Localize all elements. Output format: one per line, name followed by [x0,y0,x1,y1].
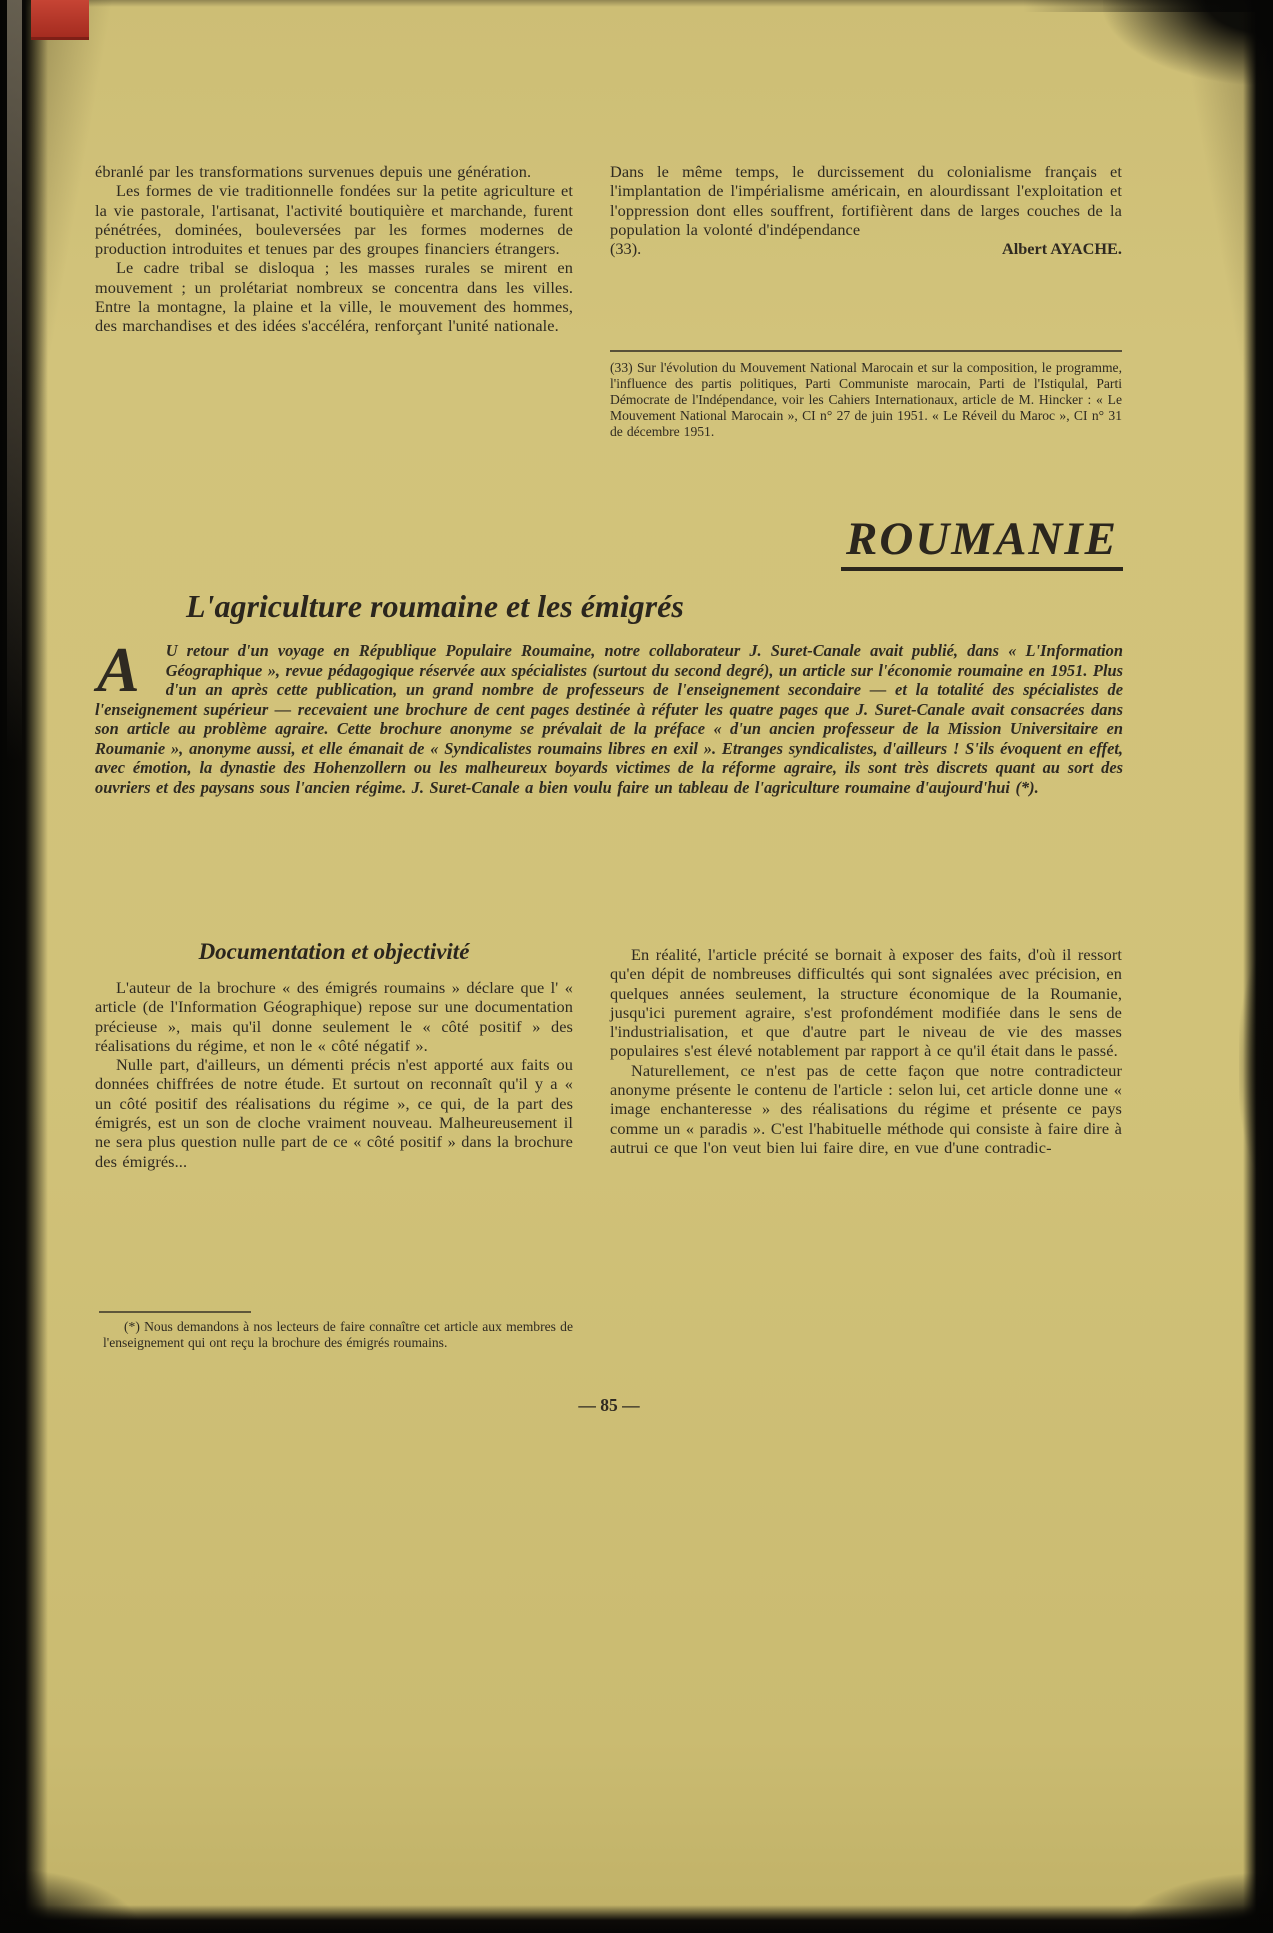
top-right-column [610,162,1122,258]
paragraph: En réalité, l'article précité se bornait à exposer des faits, d'où il ressort qu'en dépit de nombreuses difficultés qui sont signalées avec précision, en quelques années seulement, la structure économique de la Roumanie, jusqu'ici purement agraire, s'est profondément modifiée dans le sens de l'industrialisation, et que d'autre part le niveau de vie des masses populaires s'est élevé notablement par rapport à ce qu'il était dans le passé. [610,945,1122,1061]
signature-line [610,239,1122,258]
page-edge-bottom-shadow [0,1905,1273,1933]
drop-cap: A [97,634,140,705]
paragraph: Le cadre tribal se disloqua ; les masses rurales se mirent en mouvement ; un prolétariat nombreux se concentra dans les villes. Entre la montagne, la plaine et la ville, le mouvement des hommes, des marchandises et des idées s'accéléra, renforçant l'unité nationale. [95,258,573,336]
intro-paragraph [95,634,1123,797]
bottom-left-column [95,978,573,1171]
corner-shadow-bottom-right [1123,1873,1273,1933]
footnote-33-block [610,360,1122,440]
paragraph: Dans le même temps, le durcissement du colonialisme français et l'implantation de l'impérialisme américain, en alourdissant l'exploitation et l'oppression dont elles souffrent, fortifièrent dans de larges couches de la population la volonté d'indépendance [610,162,1122,239]
top-left-column [95,162,573,336]
footnote-separator-rule [610,350,1122,352]
paragraph: ébranlé par les transformations survenues depuis une génération. [95,162,532,181]
red-bookmark-tab [31,0,89,40]
right-edge-blotch [1239,950,1273,1180]
spine-highlight [7,0,22,760]
paragraph: L'auteur de la brochure « des émigrés roumains » déclare que l' « article (de l'Information Géographique) repose sur une documentation précieuse », mais qu'il donne seulement le « côté positif » des réalisations du régime, et non le « côté négatif ». [95,978,573,1055]
footnote-star-block [103,1319,573,1351]
corner-shadow-bottom-left [0,1869,140,1933]
footnote-separator-rule [99,1311,251,1313]
footnote-text: (33) Sur l'évolution du Mouvement National Marocain et sur la composition, le programme, l'influence des partis politiques, Parti Communiste marocain, Parti de l'Istiqulal, Parti Démocrate de l'Indépendance, voir les Cahiers Internationaux, article de M. Hincker : « Le Mouvement National Marocain », CI n° 27 de juin 1951. « Le Réveil du Maroc », CI n° 31 de décembre 1951. [610,360,1122,439]
intro-text: U retour d'un voyage en République Populaire Roumaine, notre collaborateur J. Suret-Canale avait publié, dans « L'Information Géographique », revue pédagogique réservée aux spécialistes (surtout du second degré), un article sur l'économie roumaine en 1951. Plus d'un an après cette publication, un grand nombre de professeurs de l'enseignement secondaire — et la totalité des spécialistes de l'enseignement supérieur — recevaient une brochure de cent pages destinée à réfuter les quatre pages que J. Suret-Canale avait consacrées dans son article au problème agraire. Cette brochure anonyme se prévalait de la préface « d'un ancien professeur de la Mission Universitaire en Roumanie », anonyme aussi, et elle émanait de « Syndicalistes roumains libres en exil ». Etranges syndicalistes, d'ailleurs ! S'ils évoquent en effet, avec émotion, la dynastie des Hohenzollern ou les malheureux boyards victimes de la réforme agraire, ils sont très discrets quant au sort des ouvriers et des paysans sous l'ancien régime. J. Suret-Canale a bien voulu faire un tableau de l'agriculture roumaine d'aujourd'hui (*). [95,641,1123,797]
paragraph: Nulle part, d'ailleurs, un démenti précis n'est apporté aux faits ou données chiffrées de notre étude. Et surtout on reconnaît qu'il y a « un côté positif des réalisations du régime », ce qui, de la part des émigrés, est un son de cloche vraiment nouveau. Malheureusement il ne sera plus question nulle part de ce « côté positif » dans la brochure des émigrés... [95,1055,573,1171]
author-signature: Albert AYACHE. [1001,239,1122,259]
article-title: L'agriculture roumaine et les émigrés [186,588,684,624]
footnote-reference: (33). [610,239,642,259]
paragraph: Les formes de vie traditionnelle fondées sur la petite agriculture et la vie pastorale, l'artisanat, l'activité boutiquière et marchande, furent pénétrées, dominées, bouleversées par les formes modernes de production introduites et tenues par des groupes financiers étrangers. [95,181,573,259]
paragraph: Naturellement, ce n'est pas de cette façon que notre contradicteur anonyme présente le contenu de l'article : selon lui, cet article donne une « image enchanteresse » des réalisations du régime et présente ce pays comme un « paradis ». C'est l'habituelle méthode qui consiste à faire dire à autrui ce que l'on veut bien lui faire dire, en vue d'une contradic- [610,1060,1122,1157]
subsection-heading: Documentation et objectivité [198,939,470,964]
top-edge-dark-band [1023,0,1273,12]
section-title: ROUMANIE [841,514,1123,571]
bottom-right-column [610,945,1122,1157]
page-number: — 85 — [578,1395,640,1415]
section-heading [95,514,1123,571]
footnote-text: (*) Nous demandons à nos lecteurs de faire connaître cet article aux membres de l'enseignement qui ont reçu la brochure des émigrés roumains. [103,1319,573,1350]
corner-shadow-top-right [1103,0,1273,85]
